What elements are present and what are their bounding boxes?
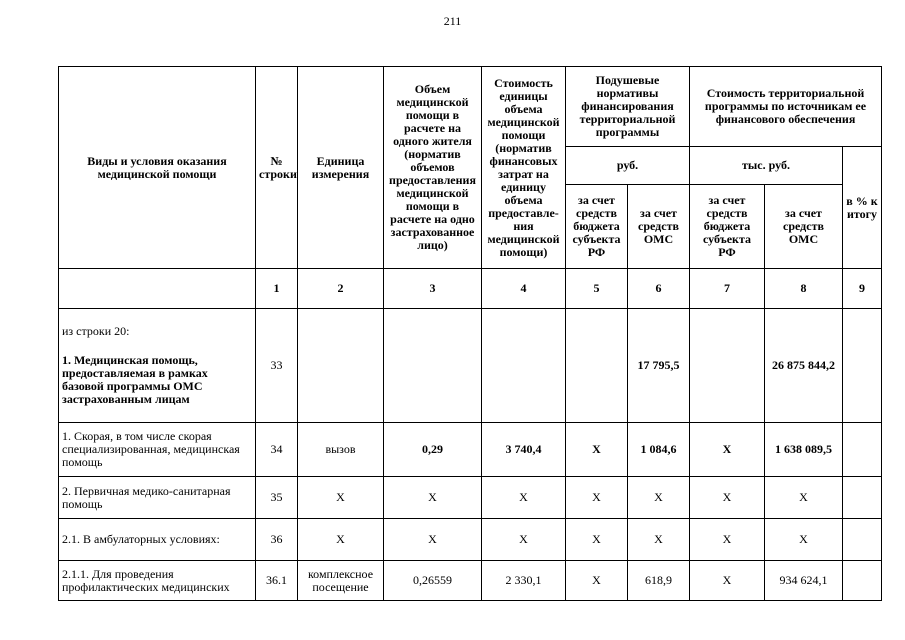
oms-per-capita-cell: 1 084,6 [628, 423, 690, 477]
column-number: 8 [765, 269, 843, 309]
header-pct-total: в % к итогу [843, 147, 882, 269]
oms-total-cell: 1 638 089,5 [765, 423, 843, 477]
budget-per-capita-cell: Х [566, 561, 628, 601]
table-row [59, 561, 882, 601]
header-row-no: № строки [256, 67, 298, 269]
row-name: 1. Медицинская помощь, предоставляемая в рамках базовой программы ОМС застрахованным лицам [62, 353, 208, 406]
financing-table [58, 66, 882, 601]
row-number: 35 [256, 477, 298, 519]
row-name: 2.1. В амбулаторных условиях: [59, 519, 256, 561]
header-kind: Виды и условия оказания медицинской помощи [59, 67, 256, 269]
budget-total-cell: Х [690, 423, 765, 477]
budget-per-capita-cell: Х [566, 423, 628, 477]
volume-cell: 0,29 [384, 423, 482, 477]
row-name: 1. Скорая, в том числе скорая специализированная, медицинская помощь [59, 423, 256, 477]
volume-cell [384, 309, 482, 423]
row-name: 2. Первичная медико-санитарная помощь [59, 477, 256, 519]
row-number: 33 [256, 309, 298, 423]
cost-unit-cell [482, 309, 566, 423]
pct-cell [843, 423, 882, 477]
header-thous-rub: тыс. руб. [690, 147, 843, 185]
budget-total-cell: Х [690, 519, 765, 561]
volume-cell: 0,26559 [384, 561, 482, 601]
unit-cell: Х [298, 477, 384, 519]
unit-cell: комплексное посещение [298, 561, 384, 601]
header-oms-total: за счет средств ОМС [765, 185, 843, 269]
column-number: 2 [298, 269, 384, 309]
oms-per-capita-cell: 17 795,5 [628, 309, 690, 423]
budget-per-capita-cell: Х [566, 519, 628, 561]
header-per-capita: Подушевые нормативы финансирования территориальной программы [566, 67, 690, 147]
row-name-cell [59, 309, 256, 423]
table-row [59, 309, 882, 423]
cost-unit-cell: Х [482, 477, 566, 519]
budget-per-capita-cell: Х [566, 477, 628, 519]
unit-cell: Х [298, 519, 384, 561]
budget-total-cell: Х [690, 477, 765, 519]
unit-cell [298, 309, 384, 423]
oms-per-capita-cell: Х [628, 519, 690, 561]
row-number: 36 [256, 519, 298, 561]
column-number: 1 [256, 269, 298, 309]
volume-cell: Х [384, 519, 482, 561]
cost-unit-cell: 2 330,1 [482, 561, 566, 601]
header-program-cost: Стоимость территориальной программы по источникам ее финансового обеспечения [690, 67, 882, 147]
pct-cell [843, 519, 882, 561]
page-number: 211 [443, 14, 462, 28]
table-row [59, 423, 882, 477]
column-number: 6 [628, 269, 690, 309]
budget-per-capita-cell [566, 309, 628, 423]
header-cost-unit: Стоимость единицы объема медицинской помощи (норматив финансовых затрат на единицу объема предоставле-ния медицинской помощи) [482, 67, 566, 269]
row-number: 36.1 [256, 561, 298, 601]
header-volume: Объем медицинской помощи в расчете на одного жителя (норматив объемов предоставления медицинской помощи в расчете на одно застрахованное лицо) [384, 67, 482, 269]
table-row [59, 519, 882, 561]
header-row-1 [59, 67, 882, 147]
pct-cell [843, 309, 882, 423]
volume-cell: Х [384, 477, 482, 519]
pct-cell [843, 477, 882, 519]
column-numbers-row [59, 269, 882, 309]
budget-total-cell: Х [690, 561, 765, 601]
oms-total-cell: 26 875 844,2 [765, 309, 843, 423]
column-number: 5 [566, 269, 628, 309]
column-number: 7 [690, 269, 765, 309]
row-number: 34 [256, 423, 298, 477]
column-number [59, 269, 256, 309]
oms-total-cell: 934 624,1 [765, 561, 843, 601]
header-oms-per-capita: за счет средств ОМС [628, 185, 690, 269]
budget-total-cell [690, 309, 765, 423]
oms-total-cell: Х [765, 519, 843, 561]
column-number: 3 [384, 269, 482, 309]
row-name: 2.1.1. Для проведения профилактических медицинских [59, 561, 256, 601]
unit-cell: вызов [298, 423, 384, 477]
header-rub: руб. [566, 147, 690, 185]
oms-per-capita-cell: 618,9 [628, 561, 690, 601]
cost-unit-cell: 3 740,4 [482, 423, 566, 477]
cost-unit-cell: Х [482, 519, 566, 561]
column-number: 4 [482, 269, 566, 309]
header-budget-total: за счет средств бюджета субъекта РФ [690, 185, 765, 269]
oms-per-capita-cell: Х [628, 477, 690, 519]
pre-label: из строки 20: [62, 324, 130, 338]
header-unit: Единица измерения [298, 67, 384, 269]
header-budget-per-capita: за счет средств бюджета субъекта РФ [566, 185, 628, 269]
column-number: 9 [843, 269, 882, 309]
oms-total-cell: Х [765, 477, 843, 519]
table-row [59, 477, 882, 519]
pct-cell [843, 561, 882, 601]
